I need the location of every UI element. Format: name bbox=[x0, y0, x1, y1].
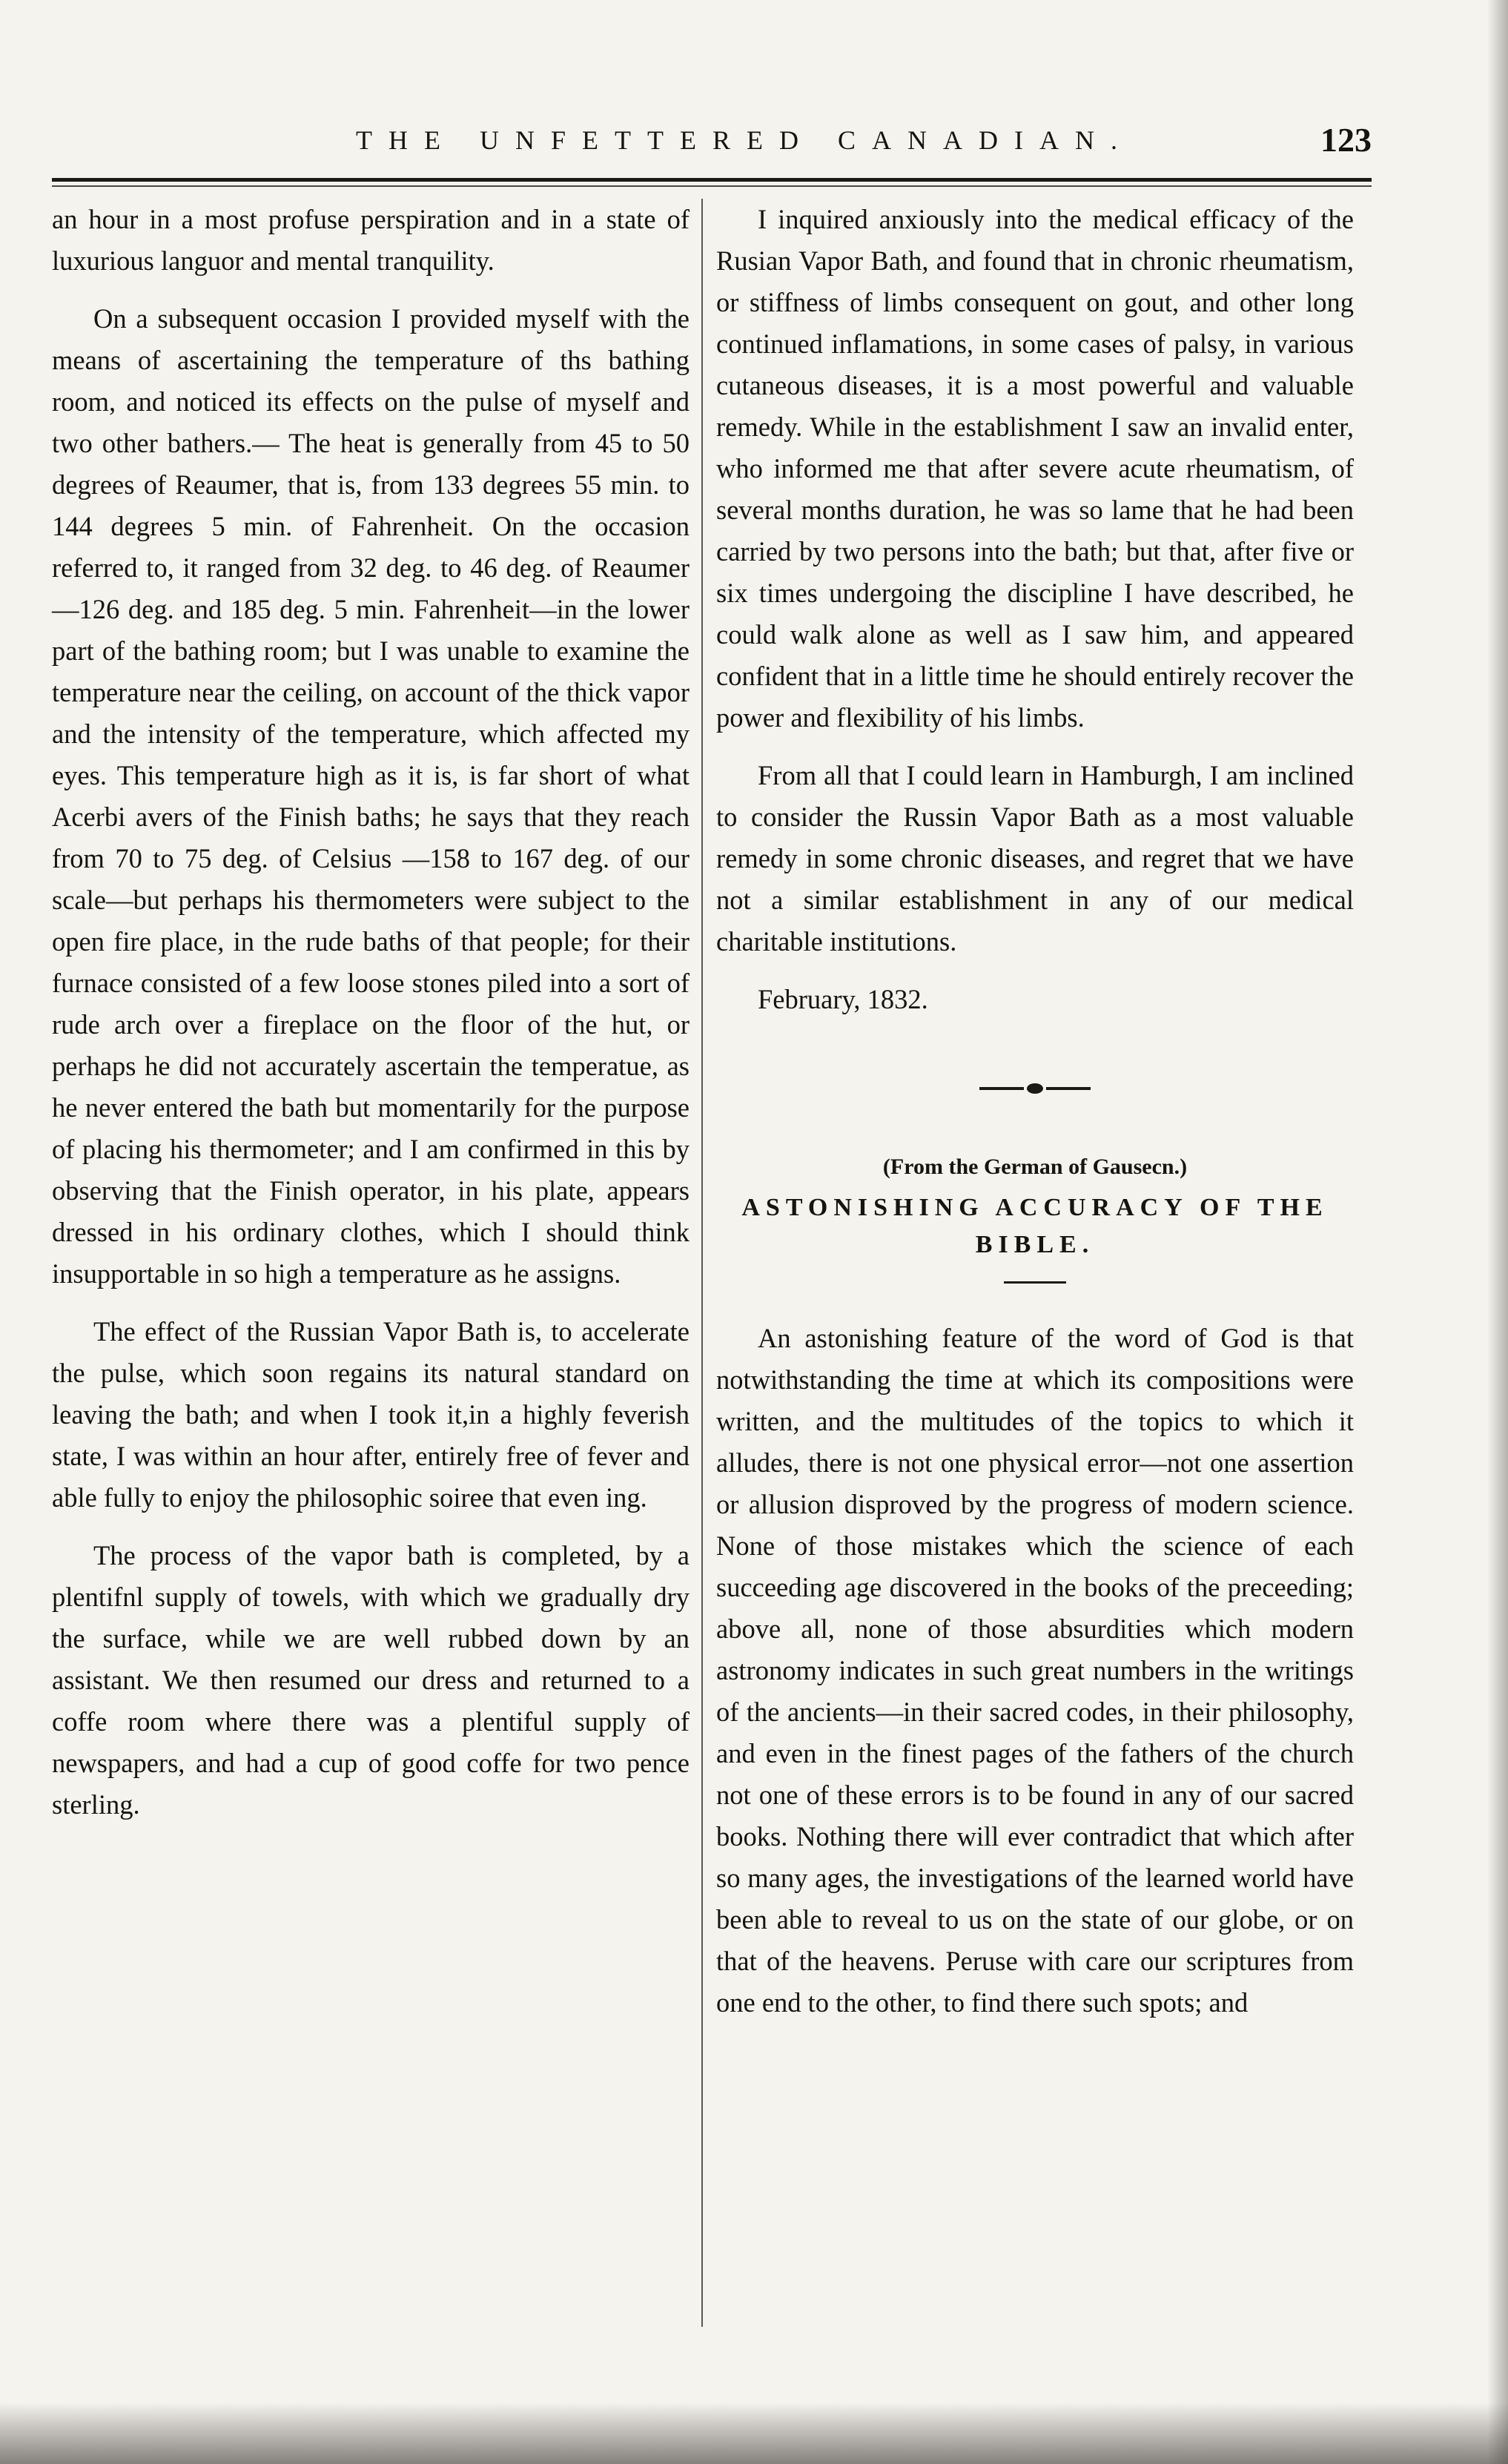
page-number: 123 bbox=[1320, 121, 1372, 159]
paragraph: An astonishing feature of the word of God is that notwithstanding the time at which its compositions were written, and the multitudes of the topics to which it alludes, there is not one physical error—not one assertion or allusion disproved by the progress of modern science. None of those mistakes which the science of each succeeding age discovered in the books of the preceeding; above all, none of those absurdities which modern astronomy indicates in such great numbers in the writings of the ancients—in their sacred codes, in their philosophy, and even in the finest pages of the fathers of the church not one of these errors is to be found in any of our sacred books. Nothing there will ever contradict that which after so many ages, the investigations of the learned world have been able to reveal to us on the state of our globe, or on that of the heavens. Peruse with care our scriptures from one end to the other, to find there such spots; and bbox=[716, 1323, 1354, 2018]
ornament-line-right bbox=[1046, 1087, 1091, 1090]
paragraph: On a subsequent occasion I provided myself with the means of ascertaining the temperature of ths bathing room, and noticed its effects on the pulse of myself and two other bathers.— The heat is generally from 45 to 50 degrees of Reaumer, that is, from 133 degrees 55 min. to 144 degrees 5 min. of Fahrenheit. On the occasion referred to, it ranged from 32 deg. to 46 deg. of Reaumer—126 deg. and 185 deg. 5 min. Fahrenheit—in the lower part of the bathing room; but I was unable to examine the temperature near the ceiling, on account of the thick vapor and the intensity of the temperature, which affected my eyes. This temperature high as it is, is far short of what Acerbi avers of the Finish baths; he says that they reach from 70 to 75 deg. of Celsius —158 to 167 deg. of our scale—but perhaps his thermometers were subject to the open fire place, in the rude baths of that people; for their furnace consisted of a few loose stones piled into a sort of rude arch over a fireplace on the floor of the hut, or perhaps he did not accurately ascertain the temperatue, as he never entered the bath but momentarily for the purpose of placing his thermometer; and I am confirmed in this by observing that the Finish operator, in his plate, appears dressed in his ordinary clothes, which I should think insupportable in so high a temperature as he assigns. bbox=[52, 303, 689, 1289]
title-rule bbox=[1004, 1281, 1066, 1284]
header-rule bbox=[52, 178, 1372, 182]
dateline: February, 1832. bbox=[758, 984, 928, 1014]
left-column bbox=[52, 199, 689, 1842]
header-rule-thin bbox=[52, 185, 1372, 187]
column-divider bbox=[701, 199, 703, 2327]
running-title: THE UNFETTERED CANADIAN. bbox=[356, 125, 1134, 155]
paragraph: The process of the vapor bath is completed, by a plentifnl supply of towels, with which we gradually dry the surface, while we are well rubbed down by an assistant. We then resumed our dress and returned to a coffe room where there was a plentiful supply of newspapers, and had a cup of good coffe for two pence sterling. bbox=[52, 1540, 689, 1820]
paragraph: The effect of the Russian Vapor Bath is, to accelerate the pulse, which soon regains its natural standard on leaving the bath; and when I took it,in a highly feverish state, I was within an hour after, entirely free of fever and able fully to enjoy the philosophic soiree that even ing. bbox=[52, 1316, 689, 1513]
ornament-dot bbox=[1027, 1083, 1043, 1094]
scan-right-edge bbox=[1487, 0, 1508, 2464]
page-header bbox=[52, 121, 1372, 169]
right-column bbox=[716, 199, 1354, 2040]
paragraph: an hour in a most profuse perspiration and in a state of luxurious languor and mental tranquility. bbox=[52, 204, 689, 276]
ornament-line-left bbox=[979, 1087, 1024, 1090]
article-title: ASTONISHING ACCURACY OF THE BIBLE. bbox=[741, 1194, 1329, 1258]
paragraph: I inquired anxiously into the medical efficacy of the Rusian Vapor Bath, and found that in chronic rheumatism, or stiffness of limbs consequent on gout, and other long continued inflamations, in some cases of palsy, in various cutaneous diseases, it is a most powerful and valuable remedy. While in the establishment I saw an invalid enter, who informed me that after severe acute rheumatism, of several months duration, he was so lame that he had been carried by two persons into the bath; but that, after five or six times undergoing the discipline I have described, he could walk alone as well as I saw him, and appeared confident that in a little time he should entirely recover the power and flexibility of his limbs. bbox=[716, 204, 1354, 733]
section-ornament bbox=[716, 1065, 1354, 1106]
article-source: (From the German of Gausecn.) bbox=[882, 1155, 1188, 1179]
scan-bottom-shadow bbox=[0, 2402, 1508, 2464]
paragraph: From all that I could learn in Hamburgh, I am inclined to consider the Russin Vapor Bath as a most valuable remedy in some chronic diseases, and regret that we have not a similar establishment in any of our medical charitable institutions. bbox=[716, 760, 1354, 957]
